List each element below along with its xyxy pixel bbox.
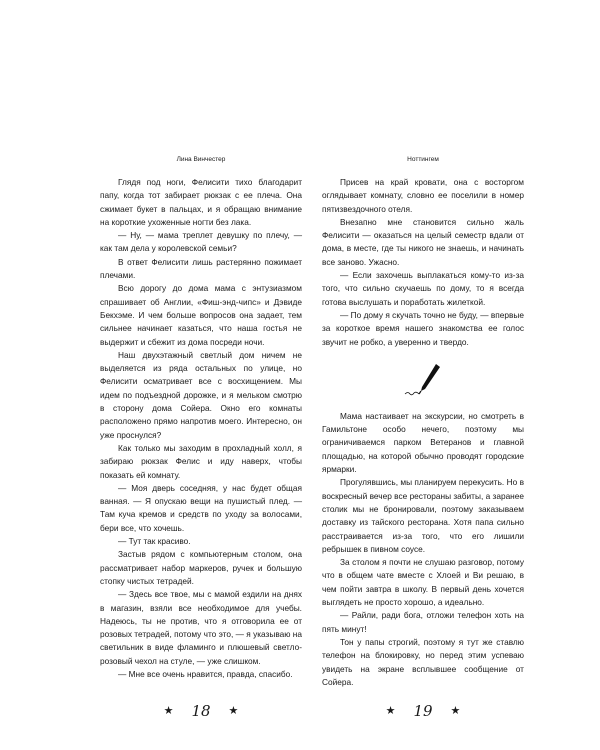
paragraph: Внезапно мне становится сильно жаль Фелисити — оказаться на целый семестр вдали от дома, в месте, где ты никого не знаешь, и начинать все заново. Ужасно. (322, 216, 524, 267)
fountain-pen-icon (403, 362, 443, 398)
paragraph: — Моя дверь соседняя, у нас будет общая ванная. — Я опускаю вещи на пушистый плед. — Там куча кремов и средств по уходу за волосами, бери все, что хочешь. (100, 482, 302, 533)
paragraph: Прогулявшись, мы планируем перекусить. Но в воскресный вечер все рестораны забиты, а заранее столик мы не бронировали, поэтому заказываем доставку из тайского ресторана. Хотя папа сильно расстраивается из-за того, что его лишили ребрышек в пивном соусе. (322, 477, 524, 554)
paragraph: Как только мы заходим в прохладный холл, я забираю рюкзак Фелис и иду наверх, чтобы показать ей комнату. (100, 442, 302, 480)
left-page (100, 0, 302, 721)
paragraph: Глядя под ноги, Фелисити тихо благодарит папу, когда тот забирает рюкзак с ее плеча. Она сжимает букет в пальцах, и я обращаю внимание на короткие ухоженные ногти без лака. (100, 177, 302, 227)
right-page (322, 0, 524, 721)
paragraph: Застыв рядом с компьютерным столом, она рассматривает набор маркеров, ручек и большую стопку чистых тетрадей. (100, 549, 302, 586)
paragraph: Тон у папы строгий, поэтому я тут же ставлю телефон на блокировку, но перед этим успеваю увидеть на экране всплывшее сообщение от Сойера. (322, 636, 524, 687)
page-number-value: 18 (191, 702, 211, 720)
paragraph: — Тут так красиво. (118, 536, 191, 547)
star-ornament-icon: ★ (450, 704, 461, 718)
page-number-value: 19 (413, 702, 433, 721)
running-head-author: Лина Винчестер (176, 156, 226, 163)
running-head-chapter: Ноттингем (407, 156, 439, 163)
paragraph: — Здесь все твое, мы с мамой ездили на днях в магазин, взяли все необходимое для учебы. Надеюсь, ты не против, что я отговорила ее от розовых тетрадей, потому что это, — я указываю на светильник в виде фламинго и плюшевый светло-розовый чехол на стуле, — уже слишком. (100, 589, 302, 666)
star-ornament-icon: ★ (228, 704, 239, 717)
paragraph: В ответ Фелисити лишь растерянно пожимает плечами. (100, 256, 302, 281)
paragraph: — Если захочешь выплакаться кому-то из-за того, что сильно скучаешь по дому, то я всегда готова выслушать и поработать жилеткой. (322, 270, 524, 307)
star-ornament-icon: ★ (385, 704, 396, 718)
left-page-text (100, 176, 302, 689)
paragraph: Всю дорогу до дома мама с энтузиазмом спрашивает об Англии, «Фиш-энд-чипс» и Дэвиде Бекхэме. И чем больше вопросов она задает, тем сильнее начинает казаться, что наша гостья не выдержит и сбежит из дома посреди ночи. (100, 283, 302, 347)
paragraph: Присев на край кровати, она с восторгом оглядывает комнату, словно ее поселили в номер пятизвездочного отеля. (322, 177, 524, 214)
paragraph: Мама настаивает на экскурсии, но смотреть в Гамильтоне особо нечего, поэтому мы ограничиваемся парком Ветеранов и главной площадью, на которой обычно проводят городские ярмарки. (322, 410, 524, 475)
paragraph: — Райли, ради бога, отложи телефон хоть на пять минут! (322, 610, 524, 634)
page-number (100, 701, 302, 721)
paragraph: За столом я почти не слушаю разговор, потому что в общем чате вместе с Хлоей и Ви решаю, в чем пойти завтра в школу. В первый день хочется выглядеть не просто хорошо, а идеально. (322, 557, 524, 608)
right-page-text (322, 176, 524, 689)
paragraph: — По дому я скучать точно не буду, — впервые за короткое время нашего знакомства ее голос звучит не робко, а уверенно и твердо. (322, 309, 524, 347)
paragraph: — Ну, — мама треплет девушку по плечу, — как там дела у королевской семьи? (100, 230, 302, 254)
star-ornament-icon: ★ (163, 704, 174, 717)
paragraph: Наш двухэтажный светлый дом ничем не выделяется из ряда остальных по улице, но Фелисити осматривает все с восхищением. Мы идем по подъездной дорожке, и я мельком смотрю в сторону дома Сойера. Окно его комнаты расположено прямо напротив моего. Интересно, он уже проснулся? (100, 349, 302, 440)
page-number (322, 701, 524, 721)
paragraph: — Мне все очень нравится, правда, спасибо. (118, 668, 293, 679)
